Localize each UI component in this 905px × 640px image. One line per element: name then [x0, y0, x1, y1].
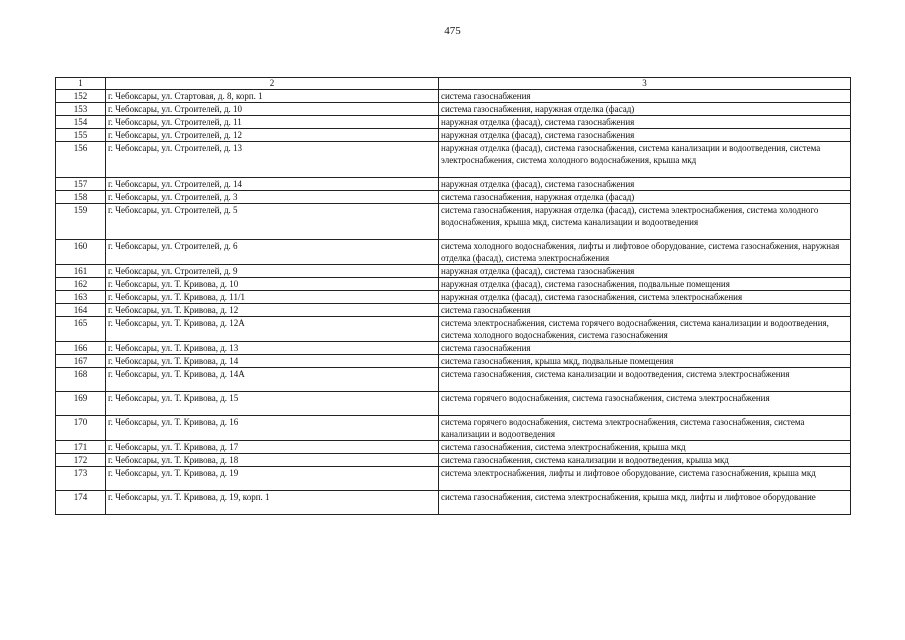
cell-number: 173	[56, 467, 106, 491]
cell-works: система газоснабжения	[439, 304, 851, 317]
cell-works: система газоснабжения, крыша мкд, подвальные помещения	[439, 355, 851, 368]
cell-number: 153	[56, 103, 106, 116]
cell-works: система газоснабжения, наружная отделка (фасад), система электроснабжения, система холодного водоснабжения, крыша мкд, система канализации и водоотведения	[439, 204, 851, 240]
table-header	[56, 78, 851, 90]
table-row	[56, 342, 851, 355]
cell-works: система газоснабжения	[439, 90, 851, 103]
cell-address: г. Чебоксары, ул. Т. Кривова, д. 11/1	[106, 291, 439, 304]
cell-address: г. Чебоксары, ул. Т. Кривова, д. 17	[106, 441, 439, 454]
cell-works: система горячего водоснабжения, система газоснабжения, система электроснабжения	[439, 392, 851, 416]
cell-works: система газоснабжения, система канализации и водоотведения, крыша мкд	[439, 454, 851, 467]
cell-works: наружная отделка (фасад), система газоснабжения	[439, 116, 851, 129]
table-body	[56, 90, 851, 515]
cell-address: г. Чебоксары, ул. Т. Кривова, д. 10	[106, 278, 439, 291]
cell-works: наружная отделка (фасад), система газоснабжения	[439, 265, 851, 278]
cell-address: г. Чебоксары, ул. Строителей, д. 10	[106, 103, 439, 116]
header-col-3: 3	[439, 78, 851, 90]
cell-works: система газоснабжения	[439, 342, 851, 355]
cell-address: г. Чебоксары, ул. Т. Кривова, д. 14А	[106, 368, 439, 392]
cell-number: 160	[56, 240, 106, 265]
table-row	[56, 454, 851, 467]
table-row	[56, 90, 851, 103]
table-row	[56, 416, 851, 441]
cell-number: 164	[56, 304, 106, 317]
cell-number: 166	[56, 342, 106, 355]
cell-number: 172	[56, 454, 106, 467]
cell-number: 157	[56, 178, 106, 191]
cell-number: 168	[56, 368, 106, 392]
cell-address: г. Чебоксары, ул. Строителей, д. 3	[106, 191, 439, 204]
cell-address: г. Чебоксары, ул. Строителей, д. 13	[106, 142, 439, 178]
table-row	[56, 240, 851, 265]
table-row	[56, 291, 851, 304]
cell-works: система газоснабжения, система электроснабжения, крыша мкд, лифты и лифтовое оборудование	[439, 491, 851, 515]
table-row	[56, 103, 851, 116]
cell-number: 163	[56, 291, 106, 304]
cell-works: система газоснабжения, система канализации и водоотведения, система электроснабжения	[439, 368, 851, 392]
cell-number: 169	[56, 392, 106, 416]
table-row	[56, 441, 851, 454]
cell-works: система газоснабжения, наружная отделка (фасад)	[439, 191, 851, 204]
cell-number: 161	[56, 265, 106, 278]
cell-address: г. Чебоксары, ул. Строителей, д. 12	[106, 129, 439, 142]
cell-number: 159	[56, 204, 106, 240]
cell-number: 165	[56, 317, 106, 342]
table-row	[56, 129, 851, 142]
table-row	[56, 191, 851, 204]
registry-table	[55, 77, 851, 515]
cell-address: г. Чебоксары, ул. Т. Кривова, д. 19, корп. 1	[106, 491, 439, 515]
cell-number: 167	[56, 355, 106, 368]
cell-number: 162	[56, 278, 106, 291]
table-row	[56, 355, 851, 368]
table-row	[56, 278, 851, 291]
cell-address: г. Чебоксары, ул. Т. Кривова, д. 16	[106, 416, 439, 441]
cell-address: г. Чебоксары, ул. Т. Кривова, д. 13	[106, 342, 439, 355]
cell-number: 174	[56, 491, 106, 515]
header-col-2: 2	[106, 78, 439, 90]
cell-number: 152	[56, 90, 106, 103]
cell-address: г. Чебоксары, ул. Т. Кривова, д. 15	[106, 392, 439, 416]
cell-number: 156	[56, 142, 106, 178]
table-row	[56, 368, 851, 392]
table-row	[56, 392, 851, 416]
cell-number: 158	[56, 191, 106, 204]
cell-address: г. Чебоксары, ул. Строителей, д. 11	[106, 116, 439, 129]
cell-works: система электроснабжения, система горячего водоснабжения, система канализации и водоотведения, система холодного водоснабжения, система газоснабжения	[439, 317, 851, 342]
cell-works: система газоснабжения, система электроснабжения, крыша мкд	[439, 441, 851, 454]
cell-address: г. Чебоксары, ул. Т. Кривова, д. 14	[106, 355, 439, 368]
header-row	[56, 78, 851, 90]
table-row	[56, 142, 851, 178]
cell-works: наружная отделка (фасад), система газоснабжения, подвальные помещения	[439, 278, 851, 291]
cell-works: наружная отделка (фасад), система газоснабжения, система канализации и водоотведения, система электроснабжения, система холодного водоснабжения, крыша мкд	[439, 142, 851, 178]
cell-address: г. Чебоксары, ул. Стартовая, д. 8, корп. 1	[106, 90, 439, 103]
cell-number: 170	[56, 416, 106, 441]
cell-address: г. Чебоксары, ул. Строителей, д. 14	[106, 178, 439, 191]
cell-works: система горячего водоснабжения, система электроснабжения, система газоснабжения, система канализации и водоотведения	[439, 416, 851, 441]
cell-address: г. Чебоксары, ул. Строителей, д. 5	[106, 204, 439, 240]
table-row	[56, 204, 851, 240]
cell-number: 154	[56, 116, 106, 129]
cell-address: г. Чебоксары, ул. Т. Кривова, д. 19	[106, 467, 439, 491]
table-row	[56, 317, 851, 342]
cell-works: наружная отделка (фасад), система газоснабжения, система электроснабжения	[439, 291, 851, 304]
cell-works: система электроснабжения, лифты и лифтовое оборудование, система газоснабжения, крыша мкд	[439, 467, 851, 491]
table-row	[56, 178, 851, 191]
page-number: 475	[444, 25, 461, 37]
cell-address: г. Чебоксары, ул. Т. Кривова, д. 12	[106, 304, 439, 317]
table-row	[56, 467, 851, 491]
table-row	[56, 116, 851, 129]
table-row	[56, 491, 851, 515]
cell-works: система газоснабжения, наружная отделка (фасад)	[439, 103, 851, 116]
header-col-1: 1	[56, 78, 106, 90]
cell-works: система холодного водоснабжения, лифты и лифтовое оборудование, система газоснабжения, наружная отделка (фасад), система электроснабжения	[439, 240, 851, 265]
cell-address: г. Чебоксары, ул. Строителей, д. 6	[106, 240, 439, 265]
cell-works: наружная отделка (фасад), система газоснабжения	[439, 178, 851, 191]
cell-number: 155	[56, 129, 106, 142]
table-row	[56, 265, 851, 278]
cell-works: наружная отделка (фасад), система газоснабжения	[439, 129, 851, 142]
table-row	[56, 304, 851, 317]
cell-address: г. Чебоксары, ул. Строителей, д. 9	[106, 265, 439, 278]
cell-number: 171	[56, 441, 106, 454]
cell-address: г. Чебоксары, ул. Т. Кривова, д. 12А	[106, 317, 439, 342]
cell-address: г. Чебоксары, ул. Т. Кривова, д. 18	[106, 454, 439, 467]
